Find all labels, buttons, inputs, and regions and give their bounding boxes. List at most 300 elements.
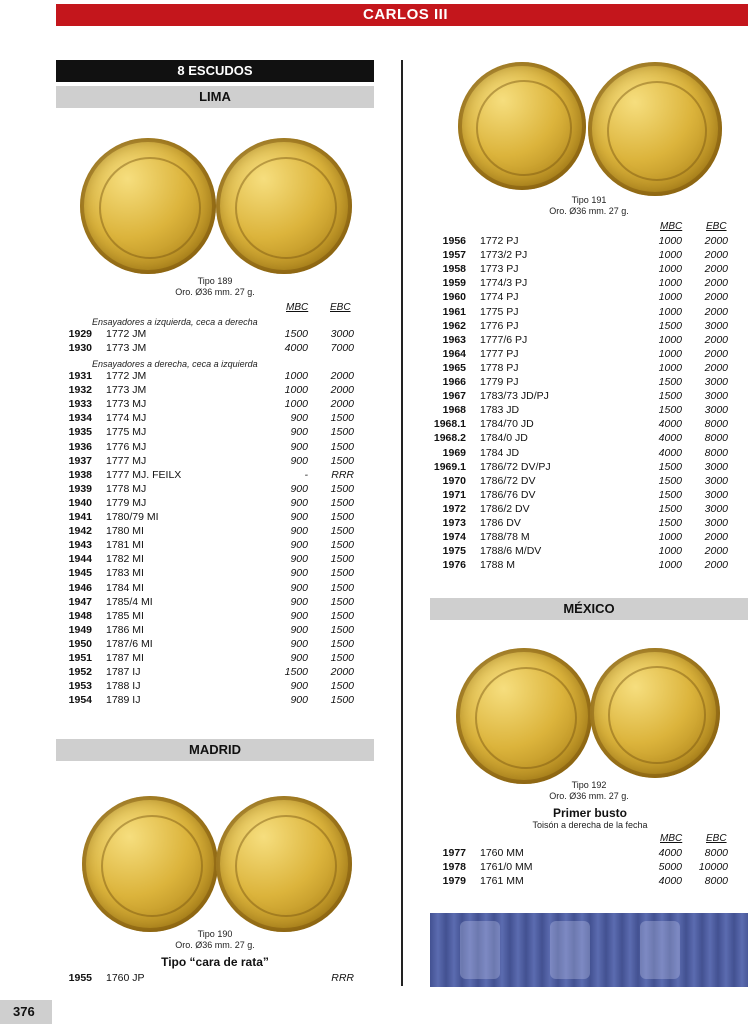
table-row	[56, 665, 374, 679]
price-ebc: 7000	[330, 342, 354, 355]
price-mbc: 900	[290, 426, 308, 439]
col-header-ebc: EBC	[706, 221, 727, 232]
table-row	[430, 488, 748, 502]
coin-description: 1784 MI	[106, 581, 144, 594]
coin-description: 1775 MJ	[106, 426, 147, 439]
price-mbc: 1500	[284, 328, 308, 340]
catalog-number: 1948	[68, 609, 92, 622]
price-ebc: 1500	[330, 482, 354, 495]
price-ebc: 2000	[330, 370, 354, 382]
coin-obverse-peru	[458, 62, 586, 190]
page-number: 376	[13, 1004, 35, 1019]
catalog-number: 1961	[442, 305, 466, 318]
coin-description: 1780 MI	[106, 525, 144, 538]
price-ebc: 1500	[330, 454, 354, 467]
catalog-number: 1953	[68, 680, 92, 693]
catalog-number: 1968	[442, 404, 466, 417]
coin-description: 1761 MM	[480, 875, 524, 888]
table-row	[56, 693, 374, 707]
price-mbc: 4000	[658, 875, 682, 888]
coin-description: 1785 MI	[106, 609, 144, 622]
coin-description: 1787/6 MI	[106, 637, 153, 650]
price-ebc: 2000	[704, 347, 728, 360]
price-ebc: 1500	[330, 567, 354, 580]
price-ebc: 1500	[330, 652, 354, 664]
coin-description: 1788 IJ	[106, 680, 141, 693]
catalog-number: 1949	[68, 623, 92, 636]
coin-reverse-peru	[588, 62, 722, 196]
price-ebc: 3000	[704, 460, 728, 473]
price-mbc: 1500	[658, 319, 682, 332]
price-ebc: 1500	[330, 595, 354, 608]
catalog-number: 1944	[68, 553, 92, 566]
price-mbc: 1000	[658, 531, 682, 544]
price-ebc: 2000	[704, 545, 728, 558]
price-mbc: 1500	[658, 502, 682, 515]
catalog-number: 1935	[68, 426, 92, 439]
coin-description: 1784/70 JD	[480, 418, 534, 431]
catalog-number: 1969	[442, 446, 466, 459]
table-row	[56, 369, 374, 383]
note-ensayadores-derecha: Ensayadores a derecha, ceca a izquierda	[92, 359, 258, 369]
price-ebc: RRR	[331, 972, 354, 984]
coin-description: 1777 MJ	[106, 454, 147, 467]
price-ebc: 2000	[330, 398, 354, 411]
price-mbc: 900	[290, 652, 308, 664]
coin-description: 1781 MI	[106, 539, 144, 552]
coin-caption-tipo-189	[160, 276, 270, 298]
coin-description: 1760 JP	[106, 972, 145, 984]
price-ebc: 3000	[704, 376, 728, 388]
table-row	[430, 417, 748, 431]
shield-icon	[640, 921, 680, 979]
catalog-number: 1930	[68, 342, 92, 355]
coin-description: 1783 JD	[480, 404, 520, 417]
mexico-subnote: Toisón a derecha de la fecha	[532, 820, 648, 830]
catalog-number: 1955	[68, 972, 92, 984]
price-ebc: 1500	[330, 539, 354, 552]
price-ebc: 3000	[704, 517, 728, 529]
price-mbc: -	[304, 468, 308, 481]
table-row	[430, 290, 748, 304]
coin-description: 1783 MI	[106, 567, 144, 580]
catalog-number: 1933	[68, 398, 92, 411]
price-ebc: 2000	[704, 249, 728, 262]
catalog-number: 1965	[442, 361, 466, 374]
price-ebc: 2000	[704, 263, 728, 276]
price-mbc: 1000	[658, 277, 682, 290]
price-ebc: 1500	[330, 496, 354, 509]
table-row	[56, 566, 374, 580]
price-mbc: 4000	[658, 418, 682, 431]
price-ebc: 1500	[330, 525, 354, 538]
price-mbc: 1000	[658, 305, 682, 318]
price-ebc: 3000	[704, 404, 728, 417]
table-row	[430, 305, 748, 319]
table-row	[56, 425, 374, 439]
price-mbc: 900	[290, 581, 308, 594]
price-ebc: 8000	[704, 418, 728, 431]
catalog-number: 1940	[68, 496, 92, 509]
table-row	[430, 319, 748, 333]
table-row	[56, 637, 374, 651]
catalog-number: 1967	[442, 390, 466, 403]
price-ebc: 2000	[704, 531, 728, 544]
table-row	[430, 544, 748, 558]
price-ebc: 2000	[704, 559, 728, 572]
catalog-number: 1937	[68, 454, 92, 467]
price-ebc: 1500	[330, 680, 354, 693]
price-ebc: 1500	[330, 609, 354, 622]
table-row	[56, 496, 374, 510]
price-ebc: 1500	[330, 426, 354, 439]
price-mbc: 1000	[658, 263, 682, 276]
table-row	[56, 482, 374, 496]
price-ebc: 2000	[704, 305, 728, 318]
col-header-mbc: MBC	[286, 302, 309, 313]
price-ebc: 8000	[704, 875, 728, 888]
price-mbc: 1000	[284, 370, 308, 382]
table-row	[56, 651, 374, 665]
table-row	[430, 347, 748, 361]
caption-tipo: Tipo 191	[571, 195, 607, 205]
coin-description: 1787 IJ	[106, 666, 141, 679]
coin-description: 1777 MJ. FEILX	[106, 468, 182, 481]
caption-specs: Oro. Ø36 mm. 27 g.	[549, 206, 629, 216]
coin-description: 1783/73 JD/PJ	[480, 390, 549, 403]
coin-description: 1773 PJ	[480, 263, 519, 276]
catalog-number: 1950	[68, 637, 92, 650]
table-row	[430, 846, 748, 860]
catalog-number: 1938	[68, 468, 92, 481]
price-ebc: 3000	[704, 474, 728, 487]
price-ebc: 3000	[704, 390, 728, 403]
catalog-number: 1974	[442, 531, 466, 544]
table-row	[56, 510, 374, 524]
section-title-mexico: MÉXICO	[430, 598, 748, 620]
price-mbc: 900	[290, 482, 308, 495]
price-ebc: 1500	[330, 637, 354, 650]
column-divider	[401, 60, 403, 986]
price-mbc: 900	[290, 609, 308, 622]
price-mbc: 900	[290, 454, 308, 467]
price-ebc: 1500	[330, 511, 354, 523]
coin-description: 1773/2 PJ	[480, 249, 528, 262]
price-mbc: 900	[290, 553, 308, 566]
coin-description: 1778 MJ	[106, 482, 147, 495]
coin-caption-tipo-190	[160, 929, 270, 951]
price-mbc: 4000	[658, 446, 682, 459]
catalog-number: 1966	[442, 376, 466, 388]
caption-specs: Oro. Ø36 mm. 27 g.	[175, 940, 255, 950]
madrid-subtitle: Tipo “cara de rata”	[161, 955, 269, 969]
coin-description: 1760 MM	[480, 847, 524, 859]
price-mbc: 1500	[658, 390, 682, 403]
price-mbc: 1000	[658, 235, 682, 247]
coin-description: 1778 PJ	[480, 361, 519, 374]
table-row	[56, 524, 374, 538]
page-number-box	[0, 1000, 52, 1024]
table-row	[430, 375, 748, 389]
coin-description: 1785/4 MI	[106, 595, 153, 608]
price-mbc: 1500	[658, 376, 682, 388]
col-header-mbc: MBC	[660, 833, 683, 844]
coin-description: 1788/78 M	[480, 531, 530, 544]
table-row	[56, 538, 374, 552]
table-row	[56, 971, 374, 985]
catalog-number: 1970	[442, 474, 466, 487]
price-mbc: 1500	[658, 474, 682, 487]
price-ebc: 2000	[330, 666, 354, 679]
section-title-lima: LIMA	[56, 86, 374, 108]
mexico-subtitle: Primer busto	[552, 806, 627, 820]
price-mbc: 900	[290, 595, 308, 608]
catalog-number: 1976	[442, 559, 466, 572]
table-row	[430, 474, 748, 488]
price-mbc: 1500	[658, 404, 682, 417]
coin-description: 1773 MJ	[106, 398, 147, 411]
table-row	[430, 248, 748, 262]
catalog-number: 1932	[68, 384, 92, 397]
price-mbc: 1000	[658, 291, 682, 304]
table-row	[56, 341, 374, 355]
catalog-number: 1977	[442, 847, 466, 859]
catalog-number: 1964	[442, 347, 466, 360]
price-ebc: 8000	[704, 847, 728, 859]
price-ebc: 2000	[704, 291, 728, 304]
price-mbc: 900	[290, 511, 308, 523]
coin-description: 1784 JD	[480, 446, 520, 459]
catalog-number: 1934	[68, 412, 92, 425]
table-row	[430, 558, 748, 572]
price-mbc: 1000	[284, 384, 308, 397]
catalog-number: 1956	[442, 235, 466, 247]
coin-obverse-lima	[80, 138, 216, 274]
col-header-ebc: EBC	[706, 833, 727, 844]
price-mbc: 1000	[658, 361, 682, 374]
price-mbc: 1000	[284, 398, 308, 411]
price-ebc: 1500	[330, 623, 354, 636]
table-row	[430, 389, 748, 403]
catalog-number: 1952	[68, 666, 92, 679]
table-row	[430, 860, 748, 874]
catalog-number: 1968.1	[433, 418, 466, 431]
table-row	[430, 361, 748, 375]
coin-description: 1786/72 DV/PJ	[480, 460, 551, 473]
header-bar	[56, 4, 748, 26]
coin-obverse-madrid	[82, 796, 218, 932]
catalog-number: 1929	[68, 328, 92, 340]
coin-description: 1786/2 DV	[480, 502, 530, 515]
coin-description: 1773 JM	[106, 384, 147, 397]
price-ebc: 8000	[704, 432, 728, 445]
price-ebc: 3000	[704, 319, 728, 332]
coin-caption-tipo-191	[534, 195, 644, 217]
section-title-8-escudos: 8 ESCUDOS	[56, 60, 374, 82]
price-mbc: 900	[290, 623, 308, 636]
table-row	[56, 468, 374, 482]
coin-description: 1788/6 M/DV	[480, 545, 542, 558]
catalog-number: 1939	[68, 482, 92, 495]
catalog-number: 1942	[68, 525, 92, 538]
table-row	[430, 874, 748, 888]
catalog-number: 1963	[442, 333, 466, 346]
table-row	[430, 446, 748, 460]
caption-tipo: Tipo 189	[197, 276, 233, 286]
price-ebc: 2000	[330, 384, 354, 397]
price-ebc: 3000	[330, 328, 354, 340]
table-row	[56, 327, 374, 341]
coin-description: 1772 PJ	[480, 235, 519, 247]
table-row	[56, 454, 374, 468]
coin-reverse-madrid	[216, 796, 352, 932]
price-ebc: 2000	[704, 361, 728, 374]
table-row	[430, 276, 748, 290]
price-ebc: 2000	[704, 333, 728, 346]
table-row	[56, 440, 374, 454]
coin-description: 1780/79 MI	[106, 511, 159, 523]
price-mbc: 900	[290, 412, 308, 425]
price-ebc: RRR	[331, 468, 354, 481]
coin-description: 1786/76 DV	[480, 488, 536, 501]
price-mbc: 1500	[658, 460, 682, 473]
shield-icon	[550, 921, 590, 979]
catalog-number: 1969.1	[433, 460, 466, 473]
coin-description: 1777 PJ	[480, 347, 519, 360]
coin-description: 1779 MJ	[106, 496, 147, 509]
coin-description: 1774 PJ	[480, 291, 519, 304]
price-mbc: 1500	[658, 488, 682, 501]
price-mbc: 4000	[284, 342, 308, 355]
price-ebc: 1500	[330, 412, 354, 425]
table-row	[56, 623, 374, 637]
caption-tipo: Tipo 190	[197, 929, 233, 939]
price-ebc: 1500	[330, 440, 354, 453]
price-mbc: 1500	[658, 517, 682, 529]
table-row	[430, 403, 748, 417]
price-mbc: 900	[290, 567, 308, 580]
price-mbc: 900	[290, 680, 308, 693]
col-header-ebc: EBC	[330, 302, 351, 313]
coin-description: 1776 PJ	[480, 319, 519, 332]
coin-description: 1774 MJ	[106, 412, 147, 425]
coin-description: 1776 MJ	[106, 440, 147, 453]
catalog-number: 1972	[442, 502, 466, 515]
coin-description: 1784/0 JD	[480, 432, 528, 445]
price-ebc: 1500	[330, 581, 354, 594]
price-ebc: 10000	[698, 861, 728, 874]
catalog-number: 1962	[442, 319, 466, 332]
price-ebc: 2000	[704, 277, 728, 290]
catalog-number: 1947	[68, 595, 92, 608]
coin-description: 1773 JM	[106, 342, 147, 355]
table-row	[56, 397, 374, 411]
table-row	[430, 530, 748, 544]
coin-description: 1761/0 MM	[480, 861, 533, 874]
note-ensayadores-izquierda: Ensayadores a izquierda, ceca a derecha	[92, 317, 258, 327]
caption-specs: Oro. Ø36 mm. 27 g.	[175, 287, 255, 297]
coin-description: 1786 DV	[480, 517, 521, 529]
price-mbc: 900	[290, 637, 308, 650]
catalog-number: 1945	[68, 567, 92, 580]
coin-obverse-mexico	[456, 648, 592, 784]
table-row	[56, 679, 374, 693]
table-row	[56, 383, 374, 397]
coin-description: 1786/72 DV	[480, 474, 536, 487]
coin-description: 1779 PJ	[480, 376, 519, 388]
table-row	[430, 460, 748, 474]
price-mbc: 900	[290, 539, 308, 552]
coin-description: 1789 IJ	[106, 694, 141, 707]
catalog-number: 1978	[442, 861, 466, 874]
price-ebc: 2000	[704, 235, 728, 247]
table-row	[430, 502, 748, 516]
price-mbc: 900	[290, 440, 308, 453]
coin-reverse-lima	[216, 138, 352, 274]
coin-description: 1775 PJ	[480, 305, 519, 318]
catalog-number: 1975	[442, 545, 466, 558]
catalog-number: 1951	[68, 652, 92, 664]
catalog-number: 1946	[68, 581, 92, 594]
catalog-number: 1954	[68, 694, 92, 707]
catalog-number: 1957	[442, 249, 466, 262]
catalog-number: 1941	[68, 511, 92, 523]
table-row	[56, 609, 374, 623]
section-title-madrid: MADRID	[56, 739, 374, 761]
table-row	[430, 333, 748, 347]
price-ebc: 1500	[330, 694, 354, 707]
catalog-number: 1971	[442, 488, 466, 501]
coin-description: 1782 MI	[106, 553, 144, 566]
decorative-banner	[430, 913, 748, 987]
table-row	[430, 234, 748, 248]
coin-caption-tipo-192	[534, 780, 644, 802]
shield-icon	[460, 921, 500, 979]
table-row	[56, 581, 374, 595]
caption-specs: Oro. Ø36 mm. 27 g.	[549, 791, 629, 801]
table-row	[56, 595, 374, 609]
coin-description: 1788 M	[480, 559, 516, 572]
table-row	[430, 516, 748, 530]
coin-description: 1786 MI	[106, 623, 144, 636]
catalog-number: 1960	[442, 291, 466, 304]
price-mbc: 1000	[658, 347, 682, 360]
price-mbc: 900	[290, 694, 308, 707]
coin-reverse-mexico	[590, 648, 720, 778]
catalog-number: 1943	[68, 539, 92, 552]
catalog-number: 1958	[442, 263, 466, 276]
coin-description: 1774/3 PJ	[480, 277, 528, 290]
col-header-mbc: MBC	[660, 221, 683, 232]
table-row	[56, 411, 374, 425]
catalog-number: 1931	[68, 370, 92, 382]
coin-description: 1777/6 PJ	[480, 333, 528, 346]
table-row	[430, 431, 748, 445]
header-title: CARLOS III	[362, 6, 448, 23]
price-mbc: 1000	[658, 545, 682, 558]
price-mbc: 900	[290, 525, 308, 538]
price-mbc: 1000	[658, 559, 682, 572]
coin-description: 1772 JM	[106, 370, 147, 382]
price-mbc: 5000	[658, 861, 682, 874]
price-mbc: 1000	[658, 333, 682, 346]
price-mbc: 900	[290, 496, 308, 509]
price-mbc: 1000	[658, 249, 682, 262]
price-mbc: 1500	[284, 666, 308, 679]
table-row	[56, 552, 374, 566]
catalog-number: 1936	[68, 440, 92, 453]
price-ebc: 8000	[704, 446, 728, 459]
